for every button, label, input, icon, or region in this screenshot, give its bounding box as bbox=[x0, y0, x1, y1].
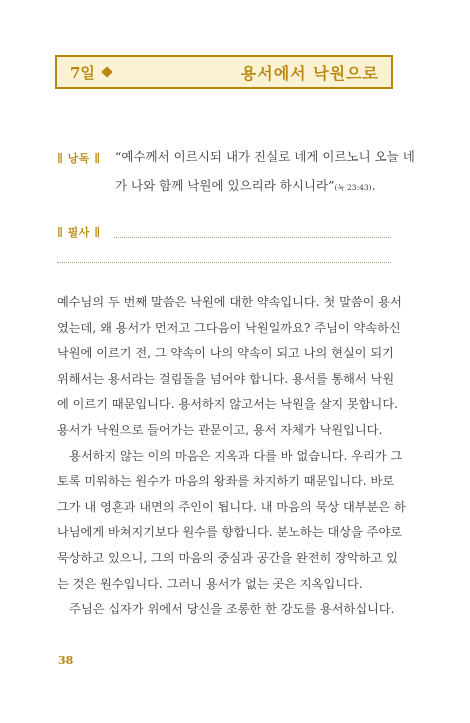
body-line: 그가 내 영혼과 내면의 주인이 됩니다. 내 마음의 묵상 대부분은 하 bbox=[57, 499, 406, 514]
copy-writing-line-1 bbox=[114, 237, 391, 238]
scripture-line-2-text: 가 나와 함께 낙원에 있으리라 하시니라” bbox=[115, 178, 335, 193]
copy-label: ∥ 필사 ∥ bbox=[57, 226, 101, 239]
chapter-title: 용서에서 낙원으로 bbox=[240, 63, 379, 83]
day-marker bbox=[70, 62, 111, 83]
scripture-end-punct: . bbox=[371, 178, 376, 193]
scripture-reading bbox=[115, 142, 415, 202]
body-paragraphs bbox=[57, 290, 406, 623]
body-line: 토록 미워하는 원수가 마음의 왕좌를 차지하기 때문입니다. 바로 bbox=[57, 474, 395, 489]
body-line: 주님은 십자가 위에서 당신을 조롱한 한 강도를 용서하십니다. bbox=[57, 602, 395, 617]
body-line: 였는데, 왜 용서가 먼저고 그다음이 낙원일까요? 주님이 약속하신 bbox=[57, 320, 401, 335]
scripture-line-1: “예수께서 이르시되 내가 진실로 네게 이르노니 오늘 네 bbox=[115, 149, 415, 164]
body-line: 낙원에 이르기 전, 그 약속이 나의 약속이 되고 나의 현실이 되기 bbox=[57, 346, 394, 361]
diamond-icon bbox=[101, 66, 112, 77]
reading-label: ∥ 낭독 ∥ bbox=[57, 152, 101, 165]
scripture-line-2 bbox=[115, 171, 400, 202]
scripture-reference: (눅 23:43) bbox=[334, 183, 372, 192]
body-line: 위해서는 용서라는 걸림돌을 넘어야 합니다. 용서를 통해서 낙원 bbox=[57, 371, 395, 386]
body-line: 묵상하고 있으니, 그의 마음의 중심과 공간을 완전히 장악하고 있 bbox=[57, 550, 398, 565]
body-line: 용서가 낙원으로 들어가는 관문이고, 용서 자체가 낙원입니다. bbox=[57, 422, 383, 437]
day-label: 7일 bbox=[70, 63, 95, 82]
body-line: 용서하지 않는 이의 마음은 지옥과 다를 바 없습니다. 우리가 그 bbox=[57, 448, 403, 463]
body-line: 에 이르기 때문입니다. 용서하지 않고서는 낙원을 살지 못합니다. bbox=[57, 397, 398, 412]
body-line: 는 것은 원수입니다. 그러니 용서가 없는 곳은 지옥입니다. bbox=[57, 576, 363, 591]
body-line: 나님에게 바쳐지기보다 원수를 향합니다. 분노하는 대상을 주야로 bbox=[57, 525, 402, 540]
chapter-header bbox=[55, 55, 393, 89]
page-number: 38 bbox=[58, 654, 74, 667]
copy-writing-line-2 bbox=[57, 262, 391, 263]
body-line: 예수님의 두 번째 말씀은 낙원에 대한 약속입니다. 첫 말씀이 용서 bbox=[57, 295, 402, 309]
